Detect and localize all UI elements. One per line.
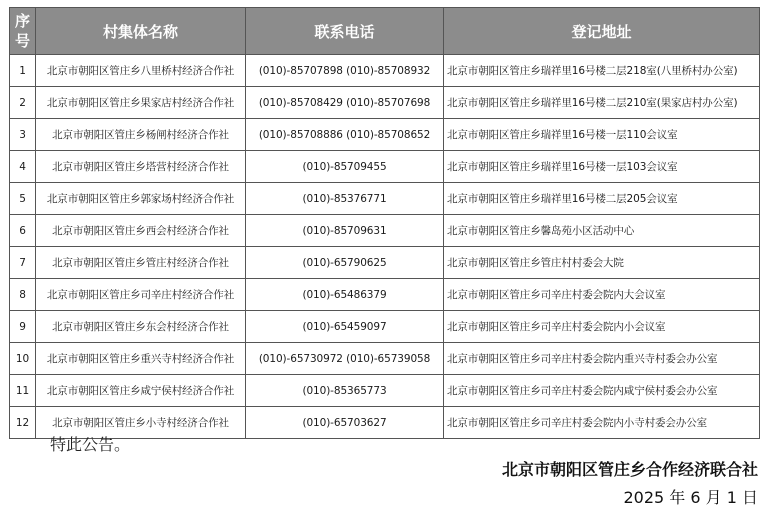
row-number: 7 <box>10 247 36 279</box>
row-number: 11 <box>10 375 36 407</box>
registered-address: 北京市朝阳区管庄乡瑞祥里16号楼二层205会议室 <box>444 183 760 215</box>
row-number: 1 <box>10 55 36 87</box>
collective-name: 北京市朝阳区管庄乡司辛庄村经济合作社 <box>36 279 246 311</box>
registered-address: 北京市朝阳区管庄乡瑞祥里16号楼二层210室(果家店村办公室) <box>444 87 760 119</box>
table-row <box>10 311 760 343</box>
contact-phone: (010)-85709455 <box>246 151 444 183</box>
header-registered-address: 登记地址 <box>444 8 760 55</box>
issue-date: 2025 年 6 月 1 日 <box>623 488 758 507</box>
collective-name: 北京市朝阳区管庄乡杨闸村经济合作社 <box>36 119 246 151</box>
row-number: 4 <box>10 151 36 183</box>
registered-address: 北京市朝阳区管庄乡瑞祥里16号楼一层103会议室 <box>444 151 760 183</box>
collective-name: 北京市朝阳区管庄乡东会村经济合作社 <box>36 311 246 343</box>
row-number: 5 <box>10 183 36 215</box>
registered-address: 北京市朝阳区管庄乡司辛庄村委会院内咸宁侯村委会办公室 <box>444 375 760 407</box>
registered-address: 北京市朝阳区管庄乡司辛庄村委会院内小寺村委会办公室 <box>444 407 760 439</box>
collective-name: 北京市朝阳区管庄乡管庄村经济合作社 <box>36 247 246 279</box>
collective-name: 北京市朝阳区管庄乡塔营村经济合作社 <box>36 151 246 183</box>
contact-phone: (010)-65459097 <box>246 311 444 343</box>
table-row <box>10 215 760 247</box>
table-row <box>10 183 760 215</box>
registered-address: 北京市朝阳区管庄乡瑞祥里16号楼一层110会议室 <box>444 119 760 151</box>
registered-address: 北京市朝阳区管庄乡司辛庄村委会院内重兴寺村委会办公室 <box>444 343 760 375</box>
registered-address: 北京市朝阳区管庄乡司辛庄村委会院内小会议室 <box>444 311 760 343</box>
collective-name: 北京市朝阳区管庄乡咸宁侯村经济合作社 <box>36 375 246 407</box>
contact-phone: (010)-85709631 <box>246 215 444 247</box>
header-serial-number: 序号 <box>10 8 36 55</box>
row-number: 3 <box>10 119 36 151</box>
table-row <box>10 119 760 151</box>
table-row <box>10 151 760 183</box>
issuer-name: 北京市朝阳区管庄乡合作经济联合社 <box>501 460 758 479</box>
table-row <box>10 279 760 311</box>
notice-statement: 特此公告。 <box>50 435 131 454</box>
row-number: 10 <box>10 343 36 375</box>
table-row <box>10 87 760 119</box>
contact-phone: (010)-85376771 <box>246 183 444 215</box>
table-row <box>10 375 760 407</box>
collective-name: 北京市朝阳区管庄乡八里桥村经济合作社 <box>36 55 246 87</box>
contact-phone: (010)-85708429 (010)-85707698 <box>246 87 444 119</box>
header-collective-name: 村集体名称 <box>36 8 246 55</box>
collective-name: 北京市朝阳区管庄乡小寺村经济合作社 <box>36 407 246 439</box>
collective-name: 北京市朝阳区管庄乡西会村经济合作社 <box>36 215 246 247</box>
contact-phone: (010)-85365773 <box>246 375 444 407</box>
table-row <box>10 247 760 279</box>
header-contact-phone: 联系电话 <box>246 8 444 55</box>
contact-phone: (010)-85707898 (010)-85708932 <box>246 55 444 87</box>
table-header-row <box>10 8 760 55</box>
row-number: 9 <box>10 311 36 343</box>
table-row <box>10 55 760 87</box>
row-number: 2 <box>10 87 36 119</box>
collective-name: 北京市朝阳区管庄乡重兴寺村经济合作社 <box>36 343 246 375</box>
row-number: 6 <box>10 215 36 247</box>
contact-phone: (010)-65730972 (010)-65739058 <box>246 343 444 375</box>
contact-phone: (010)-85708886 (010)-85708652 <box>246 119 444 151</box>
contact-phone: (010)-65486379 <box>246 279 444 311</box>
registered-address: 北京市朝阳区管庄乡司辛庄村委会院内大会议室 <box>444 279 760 311</box>
registered-address: 北京市朝阳区管庄乡管庄村村委会大院 <box>444 247 760 279</box>
table-row <box>10 343 760 375</box>
registered-address: 北京市朝阳区管庄乡馨岛苑小区活动中心 <box>444 215 760 247</box>
row-number: 8 <box>10 279 36 311</box>
registered-address: 北京市朝阳区管庄乡瑞祥里16号楼二层218室(八里桥村办公室) <box>444 55 760 87</box>
contact-phone: (010)-65790625 <box>246 247 444 279</box>
collective-name: 北京市朝阳区管庄乡郭家场村经济合作社 <box>36 183 246 215</box>
row-number: 12 <box>10 407 36 439</box>
collective-name: 北京市朝阳区管庄乡果家店村经济合作社 <box>36 87 246 119</box>
contact-phone: (010)-65703627 <box>246 407 444 439</box>
cooperative-table <box>9 7 760 439</box>
